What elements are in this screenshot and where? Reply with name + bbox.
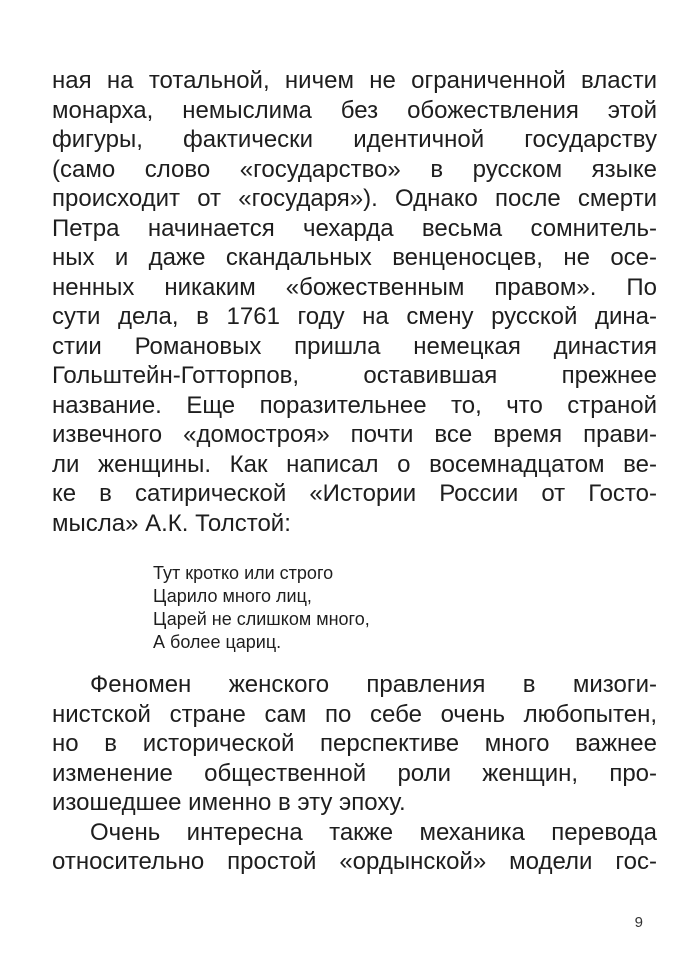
text-line: монарха, немыслима без обожествления этой <box>52 96 657 124</box>
paragraph <box>52 670 657 818</box>
text-line: ная на тотальной, ничем не ограниченной власти <box>52 67 657 94</box>
text-line: извечного «домостроя» почти все время прави- <box>52 421 657 448</box>
text-line: ли женщины. Как написал о восемнадцатом ве- <box>52 450 657 478</box>
text-line: но в исторической перспективе много важнее <box>52 730 657 757</box>
verse-line: Царило много лиц, <box>153 586 312 606</box>
verse-line: Тут кротко или строго <box>153 563 334 583</box>
text-line: ненных никаким «божественным правом». По <box>52 273 657 301</box>
page-number: 9 <box>634 914 643 931</box>
text-line: сути дела, в 1761 году на смену русской дина- <box>52 303 657 330</box>
page-text <box>52 66 657 877</box>
text-line: Очень интересна также механика перевода <box>90 818 657 846</box>
text-line: происходит от «государя»). Однако после смерти <box>52 185 657 212</box>
verse-line: А более цариц. <box>153 632 282 652</box>
text-line: название. Еще поразительнее то, что страной <box>52 391 657 419</box>
text-line: Петра начинается чехарда весьма сомнитель- <box>52 214 657 242</box>
verse-quote <box>153 562 657 654</box>
text-line: (само слово «государство» в русском языке <box>52 155 657 183</box>
verse-line: Царей не слишком много, <box>153 609 370 629</box>
paragraph <box>52 818 657 877</box>
text-line: стии Романовых пришла немецкая династия <box>52 332 657 360</box>
paragraph-continued <box>52 66 657 538</box>
text-line: нистской стране сам по себе очень любопытен, <box>52 700 657 728</box>
text-line: фигуры, фактически идентичной государству <box>52 126 657 153</box>
text-line: изошедшее именно в эту эпоху. <box>52 789 406 816</box>
text-line: ных и даже скандальных венценосцев, не осе- <box>52 244 657 271</box>
text-line: Феномен женского правления в мизоги- <box>90 671 657 698</box>
text-line: ке в сатирической «Истории России от Госто- <box>52 480 657 507</box>
text-line: мысла» А.К. Толстой: <box>52 509 291 537</box>
text-line: относительно простой «ордынской» модели гос- <box>52 848 657 875</box>
text-line: изменение общественной роли женщин, про- <box>52 759 657 787</box>
text-line: Гольштейн-Готторпов, оставившая прежнее <box>52 362 657 389</box>
